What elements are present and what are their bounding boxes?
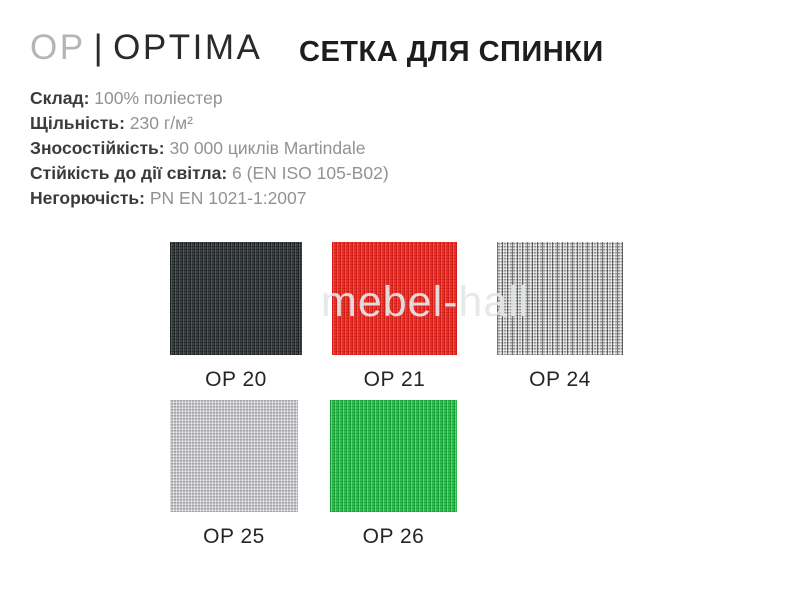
spec-label: Негорючість:: [30, 188, 145, 208]
spec-row-lightfastness: [30, 161, 389, 186]
spec-row-abrasion: [30, 136, 389, 161]
spec-value: 30 000 циклів Martindale: [169, 138, 366, 158]
spec-label: Зносостійкість:: [30, 138, 165, 158]
swatch-op20: [170, 242, 302, 392]
page-title: СЕТКА ДЛЯ СПИНКИ: [299, 36, 604, 68]
swatch-op26-image: [330, 400, 457, 512]
spec-value: 230 г/м²: [129, 113, 193, 133]
swatch-op20-image: [170, 242, 302, 355]
swatch-op21-image: [332, 242, 457, 355]
swatch-op20-label: OP 20: [205, 368, 267, 391]
spec-row-flammability: [30, 186, 389, 211]
swatch-op25-image: [170, 400, 298, 512]
brand-name: OPTIMA: [113, 28, 263, 67]
swatch-op26: [330, 400, 457, 549]
brand-separator: |: [93, 28, 106, 67]
swatch-op25-label: OP 25: [203, 525, 265, 548]
swatch-op24: [497, 242, 623, 392]
spec-value: 100% поліестер: [94, 88, 223, 108]
swatch-op25: [170, 400, 298, 549]
spec-value: PN EN 1021-1:2007: [149, 188, 307, 208]
swatch-op21-label: OP 21: [363, 368, 426, 391]
swatch-op26-label: OP 26: [362, 525, 425, 548]
swatch-op24-image: [497, 242, 623, 355]
spec-row-density: [30, 111, 389, 136]
spec-label: Стійкість до дії світла:: [30, 163, 228, 183]
swatch-op21: [332, 242, 457, 392]
watermark: mebel-hall: [321, 278, 530, 326]
swatch-op24-label: OP 24: [529, 368, 591, 391]
spec-label: Щільність:: [30, 113, 125, 133]
spec-label: Склад:: [30, 88, 90, 108]
spec-value: 6 (EN ISO 105-B02): [232, 163, 389, 183]
spec-list: [30, 86, 389, 211]
brand-logo: [30, 28, 262, 68]
brand-code: OP: [30, 28, 86, 67]
spec-row-composition: [30, 86, 389, 111]
